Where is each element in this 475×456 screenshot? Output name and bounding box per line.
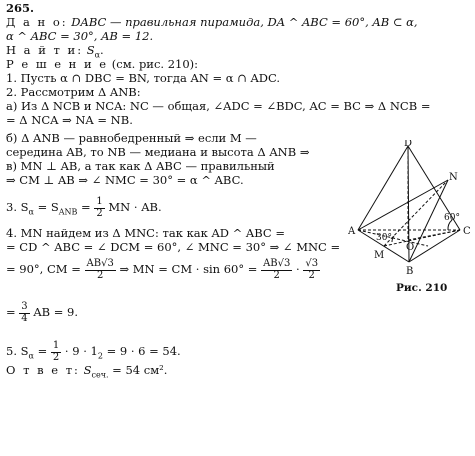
- step-2c: в) MN ⊥ AB, а так как Δ ABC — правильный: [6, 159, 275, 173]
- step-5-s: 5. S: [6, 344, 29, 358]
- step-4c: [6, 259, 320, 281]
- label-angle-30: 30°: [376, 233, 392, 243]
- edge-AN: [358, 180, 448, 230]
- frac-den: 2: [52, 351, 60, 363]
- frac-num: 3: [21, 301, 28, 312]
- fraction-half: [94, 197, 104, 219]
- step-2c-cont: ⇒ CM ⊥ AB ⇒ ∠ NMC = 30° = α ^ ABC.: [6, 173, 244, 187]
- frac-num: AB√3: [86, 258, 114, 269]
- solution-line: [6, 59, 198, 71]
- find-subscript: α: [94, 50, 101, 60]
- step-4c-dot: ·: [296, 262, 300, 276]
- answer-sub: сеч.: [91, 370, 109, 380]
- answer-line: [6, 365, 167, 379]
- step-4b: = CD ^ ABC = ∠ DCM = 60°, ∠ MNC = 30° ⇒ ∠ MNC =: [6, 240, 341, 254]
- label-M: M: [374, 250, 385, 261]
- step-4: 4. MN найдем из Δ MNC: так как AD ^ ABC =: [6, 226, 285, 240]
- frac-den: 4: [21, 312, 28, 324]
- fraction-ab: [261, 259, 292, 281]
- step-4d: [6, 302, 78, 324]
- fraction-sqrt3: [303, 259, 320, 281]
- label-O: O: [406, 242, 415, 253]
- label-angle-60: 60°: [444, 213, 460, 223]
- step-3-mid: = S: [33, 200, 59, 214]
- step-5-tail: = 9 · 6 = 54.: [102, 344, 181, 358]
- step-5-eq: =: [33, 344, 51, 358]
- frac-num: 1: [96, 196, 103, 207]
- find-value: S: [86, 43, 95, 57]
- pyramid-figure: [348, 140, 475, 300]
- step-5-post: · 9 · 1: [64, 344, 98, 358]
- step-2b-cont: середина AB, то NB — медиана и высота Δ ANB ⇒: [6, 145, 310, 159]
- step-3: [6, 197, 162, 219]
- label-A: A: [348, 226, 356, 237]
- fraction-three-quarters: [19, 302, 29, 324]
- step-3-post: MN · AB.: [108, 200, 162, 214]
- given-line: [6, 17, 418, 29]
- given-line-2: α ^ ABC = 30°, AB = 12.: [6, 29, 154, 43]
- step-4d-pre: =: [6, 305, 16, 319]
- step-2b: б) Δ ANB — равнобедренный ⇒ если M —: [6, 131, 257, 145]
- step-5: [6, 341, 181, 363]
- find-label: Н а й т и:: [6, 43, 84, 57]
- problem-number: 265.: [6, 1, 35, 15]
- find-line: Н а й т и: $S_\alpha$.: [6, 43, 104, 60]
- answer-s: S: [83, 363, 92, 377]
- figure-caption: Рис. 210: [396, 282, 448, 294]
- step-2a: а) Из Δ NCB и NCA: NC — общая, ∠ADC = ∠BDC, AC = BC ⇒ Δ NCB =: [6, 99, 431, 113]
- frac-num: 1: [52, 340, 60, 351]
- step-1: 1. Пусть α ∩ DBC = BN, тогда AN = α ∩ ADC.: [6, 71, 281, 85]
- frac-num: AB√3: [263, 258, 291, 269]
- label-D: D: [404, 140, 413, 149]
- step-4c-mid: ⇒ MN = CM · sin 60° =: [119, 262, 258, 276]
- solution-label: Р е ш е н и е: [6, 57, 109, 71]
- label-B: B: [406, 266, 414, 277]
- edge-DA: [358, 146, 408, 230]
- step-2a-cont: = Δ NCA ⇒ NA = NB.: [6, 113, 133, 127]
- step-3-sub2: ANB: [58, 207, 78, 217]
- frac-den: 2: [308, 269, 315, 281]
- fraction-cm: [85, 259, 116, 281]
- frac-num: √3: [305, 258, 319, 269]
- step-3-sub: α: [28, 207, 34, 217]
- solution-ref: (см. рис. 210):: [111, 57, 199, 71]
- given-label: Д а н о:: [6, 15, 68, 29]
- step-2: 2. Рассмотрим Δ ANB:: [6, 85, 141, 99]
- step-5-sub: α: [28, 351, 34, 361]
- step-3-s: 3. S: [6, 200, 29, 214]
- step-4c-pre: = 90°, CM =: [6, 262, 81, 276]
- label-N: N: [449, 172, 458, 183]
- answer-label: О т в е т:: [6, 363, 80, 377]
- step-5-sub2: 2: [97, 351, 103, 361]
- step-3-eq: =: [77, 200, 95, 214]
- step-4d-post: AB = 9.: [33, 305, 79, 319]
- given-text: DABC — правильная пирамида, DA ^ ABC = 60°, AB ⊂ α,: [71, 15, 418, 29]
- answer-value: = 54 см².: [108, 363, 168, 377]
- frac-den: 2: [273, 269, 280, 281]
- fraction-half-2: [51, 341, 61, 363]
- frac-den: 2: [96, 207, 103, 219]
- frac-den: 2: [96, 269, 104, 281]
- label-C: C: [463, 226, 471, 237]
